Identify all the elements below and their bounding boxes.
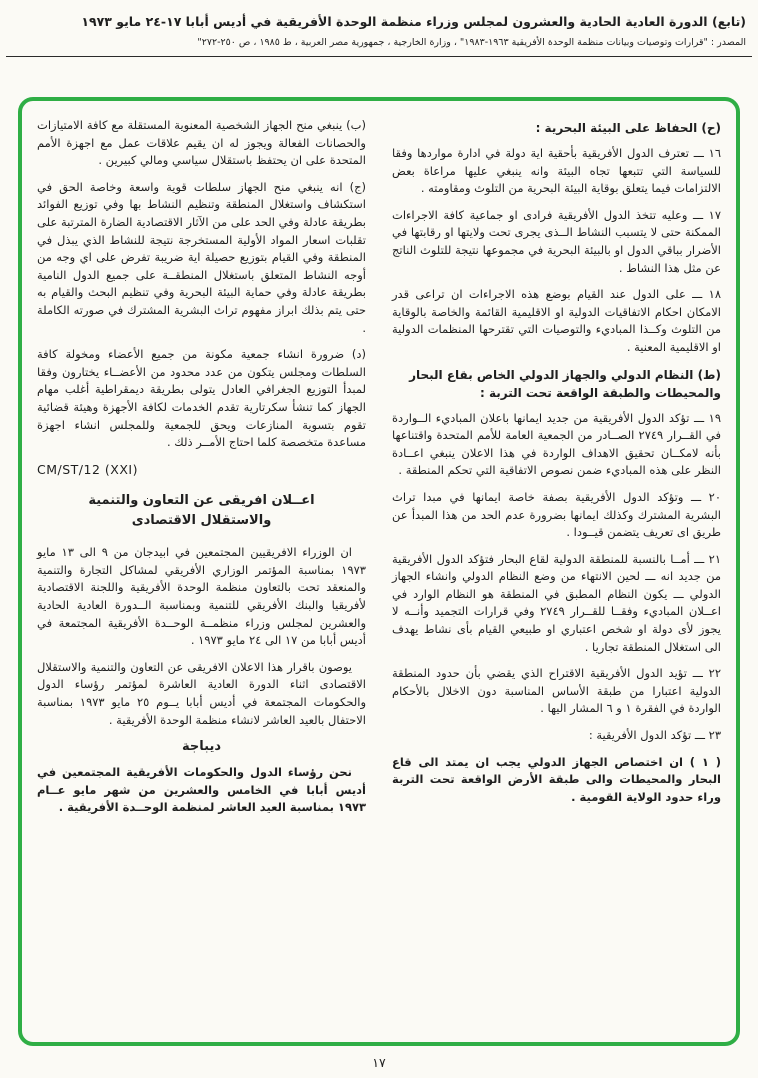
page-number: ١٧ xyxy=(372,1055,386,1070)
section-heading-marine-environment: (ح) الحفاظ على البيئة البحرية : xyxy=(535,121,721,135)
column-right xyxy=(392,117,721,1032)
header-source-line: المصدر : "قرارات وتوصيات وبيانات منظمة الوحدة الأفريقية ١٩٦٣-١٩٨٣" ، وزارة الخارجية ، جمهورية مصر العربية ، ط ١٩٨٥ ، ص ٢٥٠-٢٧٢" xyxy=(197,36,746,48)
page-header xyxy=(0,0,758,49)
clause-23: ٢٣ ـــ تؤكد الدول الأفريقية : xyxy=(588,728,721,743)
clause-20: ٢٠ ـــ وتؤكد الدول الأفريقية بصفة خاصة ايمانها في مبدا تراث البشرية المشترك وكذلك ايمانها بضرورة عدم الحد من هذا المبدأ عن طريق اى تعريف يتضمن قيــودا . xyxy=(392,489,721,540)
clause-16: ١٦ ـــ تعترف الدول الأفريقية بأحقية اية دولة في ادارة مواردها وفقا للسياسة التي تتبعها تجاه البيئة وانه ينبغي عليها مراعاة بعض الالتزامات فيما يتعلق بوقاية البيئة البحرية من التلوث ومقاومته . xyxy=(392,146,721,196)
paragraph-recommendation: يوصون باقرار هذا الاعلان الافريقى عن التعاون والتنمية والاستقلال الاقتصادى اثناء الدورة العادية العاشرة لمؤتمر رؤساء الدول والحكومات المجتمعة في أديس أبابا يــوم ٢٥ مايو ١٩٧٣ بمناسبة الاحتفال بالعيد العاشر لانشاء منظمة الوحدة الأفريقية . xyxy=(37,659,366,727)
paragraph-ministers-meeting: ان الوزراء الافريقيين المجتمعين في ابيدجان من ٩ الى ١٣ مايو ١٩٧٣ بمناسبة المؤتمر الوزاري الأفريقي لمشاكل التجارة والتنمية والمنعقد تحت بالتعاون منظمة الوحدة الأفريقية واللجنة الاقتصادية لأفريقيا والبنك الأفريقي للتنمية وبمناسبة الــدورة العادية الحادية والعشرين لمجلس وزراء منظمــة الوحــدة الأفريقية المجتمعة في أديس أبابا من ١٧ الى ٢٤ مايو ١٩٧٣ . xyxy=(37,545,366,648)
preamble-heading: ديباجة xyxy=(182,739,221,755)
clause-22: ٢٢ ـــ تؤيد الدول الأفريقية الاقتراح الذي يقضي بأن حدود المنطقة الدولية اعتبارا من طبقة الأساس المناسبة دون الاخلال بالأحكام الواردة في الفقرة ١ و ٦ المشار اليها . xyxy=(392,666,721,716)
content-border-box xyxy=(18,97,740,1046)
clause-21: ٢١ ـــ أمــا بالنسبة للمنطقة الدولية لقاع البحار فتؤكد الدول الأفريقية من جديد انه ـــ لحين الانتهاء من وضع النظام الدولي وانشاء الجهاز الدولي ـــ يكون النظام المطبق في المنطقة هو النظام الوارد في اعــلان المباديء وفقــا للقــرار ٢٧٤٩ وفي قرارات التجميد وأنــه لا يجوز لأى دولة او شخص اعتباري او طبيعي القيام بأى نشاط يهدف الى استغلال المنطقة تجاريا . xyxy=(392,551,722,654)
clause-17: ١٧ ـــ وعليه تتخذ الدول الأفريقية فرادى او جماعية كافة الاجراءات الممكنة حتى لا يتسبب النشاط الــذى يجرى تحت ولايتها او رقابتها في الأضرار بباقي الدول او بالبيئة البحرية في مجموعها نتيجة للتلوث الناتج عن مثل هذا النشاط . xyxy=(392,207,721,275)
header-divider xyxy=(6,56,752,57)
section-heading-international-regime-seabed: (ط) النظام الدولي والجهاز الدولي الخاص بقاع البحار والمحيطات والطبقة الواقعة تحت التربة : xyxy=(409,367,721,400)
clause-d: (د) ضرورة انشاء جمعية مكونة من جميع الأعضاء ومخولة كافة السلطات ومجلس يتكون من عدد محدود من الأعضــاء يختارون وفقا لمبدأ التوزيع الجغرافي العادل يتولى بطريقة ديمقراطية أغلب مهام الجهاز كما تنشأ سكرتارية تقدم الخدمات لكافة الأجهزة وهيئة قضائية تقوم بتسوية المنازعات ويحق للجمعية وللمجلس انشاء اجهزة مساعدة متخصصة كلما احتاج الأمــر ذلك . xyxy=(37,347,366,450)
header-title: (تابع) الدورة العادية الحادية والعشرون لمجلس وزراء منظمة الوحدة الأفريقية في أديس أبابا ١٧-٢٤ مايو ١٩٧٣ xyxy=(81,14,746,29)
page-footer xyxy=(0,1052,758,1071)
document-reference-code: CM/ST/12 (XXI) xyxy=(37,461,138,477)
clause-23-subitem-1: ( ١ ) ان اختصاص الجهاز الدولي يجب ان يمتد الى قاع البحار والمحيطات والى طبقة الأرض الواقعة تحت التربة وراء حدود الولاية القومية . xyxy=(392,754,721,804)
declaration-title: اعــلان افريقى عن التعاون والتنمية والاستقلال الاقتصادى xyxy=(88,492,315,529)
clause-18: ١٨ ـــ على الدول عند القيام بوضع هذه الاجراءات ان تراعى قدر الامكان احكام الاتفاقيات الدولية او الاقليمية القائمة والخاصة بالوقاية من التلوث وكــذا المباديء والتوصيات التي تقترحها المنظمات الدولية او الاقليمية المعنية . xyxy=(392,287,721,354)
two-column-layout xyxy=(37,117,721,1032)
paragraph-heads-of-state: نحن رؤساء الدول والحكومات الأفريقية المجتمعين في أديس أبابا في الخامس والعشرين من شهر مايو عــام ١٩٧٣ بمناسبة العيد العاشر لمنظمة الوحــدة الأفريقية . xyxy=(37,765,366,815)
column-left xyxy=(37,117,366,1032)
clause-b: (ب) ينبغي منح الجهاز الشخصية المعنوية المستقلة مع كافة الامتيازات والحصانات الفعالة ويجوز له ان يقيم علاقات عمل مع اجهزة الأمم المتحدة على ان يحتفظ باستقلال سياسي ومالي كبيرين . xyxy=(37,118,366,168)
clause-j: (ج) انه ينبغي منح الجهاز سلطات قوية واسعة وخاصة الحق في استكشاف واستغلال المنطقة وتنظيم النشاط بها وفي توزيع الفوائد بطريقة عادلة وفي الحد على من الآثار الاقتصادية الضارة المترتبة على تقلبات اسعار المواد الأولية المستخرجة نتيجة للنشاط الذي يبذل في المنطقة وفي القيام بتوزيع حصيلة اية ضريبة تفرض على اي وجه من أوجه النشاط المتعلق باستغلال المنطقــة على جميع الدول النامية بطريقة عادلة وفي حماية البيئة البحرية وفي تنظيم البحث والقيام به حتى يتم بذلك ابراز مفهوم تراث البشرية المشترك في صورته الكاملة . xyxy=(37,179,366,335)
clause-19: ١٩ ـــ تؤكد الدول الأفريقية من جديد ايمانها باعلان المباديء الــواردة في القــرار ٢٧٤٩ الصــادر من الجمعية العامة للأمم المتحدة واقتناعها بأنه لامكــان تحقيق الاهداف الواردة في هذا الاعلان ينبغي اعــادة النظر على هذه المباديء ضمن نصوص الاتفاقية التي تحكم المنطقة . xyxy=(392,410,721,478)
